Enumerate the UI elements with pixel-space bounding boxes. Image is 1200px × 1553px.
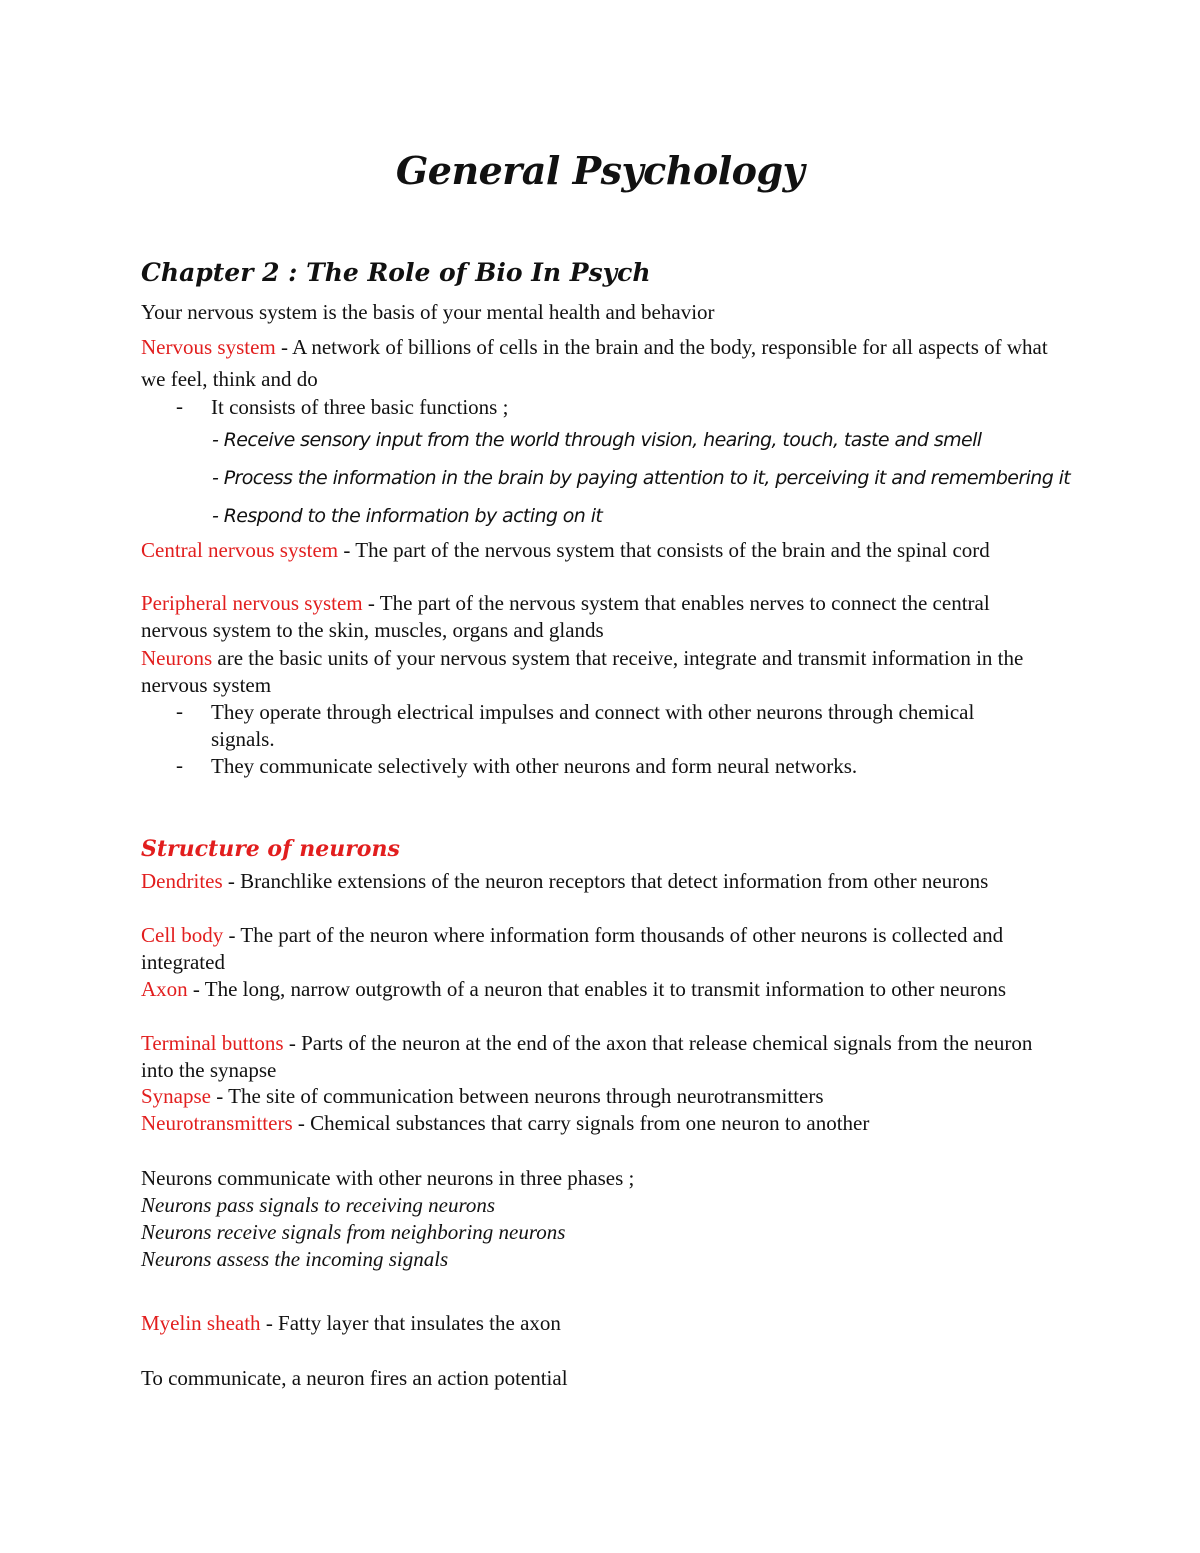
closing-text: To communicate, a neuron fires an action potential	[141, 1366, 568, 1390]
term-terminal-buttons: Terminal buttons	[141, 1031, 284, 1055]
term-central-nervous-system: Central nervous system	[141, 538, 339, 562]
definition-dendrites: - Branchlike extensions of the neuron receptors that detect information from other neurons	[222, 869, 989, 893]
neurons-definition	[141, 645, 1061, 699]
structure-cell-body	[141, 922, 1061, 976]
structure-axon	[141, 976, 1061, 1003]
term-nervous-system: Nervous system	[141, 335, 276, 359]
functions-bullet: It consists of three basic functions ;	[211, 395, 509, 419]
term-synapse: Synapse	[141, 1084, 211, 1108]
definition-cell-body: - The part of the neuron where information form thousands of other neurons is collected and integrated	[141, 923, 1004, 974]
phase-1: Neurons pass signals to receiving neurons	[141, 1193, 496, 1217]
phases-intro: Neurons communicate with other neurons in three phases ;	[141, 1166, 635, 1190]
definition-neurotransmitters: - Chemical substances that carry signals from one neuron to another	[292, 1111, 870, 1135]
bullet-dash: -	[176, 699, 183, 723]
chapter-heading: Chapter 2 : The Role of Bio In Psych	[141, 258, 651, 287]
definition-peripheral-nervous-system: - The part of the nervous system that enables nerves to connect the central nervous system to the skin, muscles, organs and glands	[141, 591, 990, 642]
phase-2: Neurons receive signals from neighboring neurons	[141, 1220, 566, 1244]
pns-definition	[141, 590, 1061, 644]
phase-3: Neurons assess the incoming signals	[141, 1247, 449, 1271]
bullet-dash: -	[176, 753, 183, 777]
nervous-system-definition	[141, 331, 1061, 395]
neurons-bullet-1: They operate through electrical impulses and connect with other neurons through chemical signals.	[211, 700, 975, 751]
term-neurotransmitters: Neurotransmitters	[141, 1111, 293, 1135]
page-title: General Psychology	[395, 148, 805, 193]
definition-nervous-system: - A network of billions of cells in the brain and the body, responsible for all aspects of what we feel, think and do	[141, 335, 1048, 391]
function-item-1: - Receive sensory input from the world through vision, hearing, touch, taste and smell	[212, 429, 982, 451]
definition-synapse: - The site of communication between neurons through neurotransmitters	[211, 1084, 824, 1108]
definition-terminal-buttons: - Parts of the neuron at the end of the axon that release chemical signals from the neuron into the synapse	[141, 1031, 1033, 1082]
definition-axon: - The long, narrow outgrowth of a neuron that enables it to transmit information to other neurons	[187, 977, 1007, 1001]
term-myelin-sheath: Myelin sheath	[141, 1311, 261, 1335]
definition-neurons: are the basic units of your nervous system that receive, integrate and transmit information in the nervous system	[141, 646, 1024, 697]
myelin-definition	[141, 1311, 561, 1336]
definition-myelin-sheath: - Fatty layer that insulates the axon	[260, 1311, 561, 1335]
neurons-bullet-2: They communicate selectively with other neurons and form neural networks.	[211, 754, 858, 778]
term-neurons: Neurons	[141, 646, 213, 670]
structure-terminal-buttons	[141, 1030, 1061, 1084]
term-cell-body: Cell body	[141, 923, 224, 947]
definition-central-nervous-system: - The part of the nervous system that consists of the brain and the spinal cord	[338, 538, 990, 562]
structure-neurotransmitters	[141, 1111, 869, 1136]
structure-synapse	[141, 1084, 824, 1109]
term-dendrites: Dendrites	[141, 869, 223, 893]
structure-dendrites	[141, 868, 1061, 895]
intro-text: Your nervous system is the basis of your mental health and behavior	[141, 300, 715, 324]
term-peripheral-nervous-system: Peripheral nervous system	[141, 591, 363, 615]
term-axon: Axon	[141, 977, 188, 1001]
cns-definition	[141, 537, 1061, 564]
function-item-3: - Respond to the information by acting on it	[212, 505, 603, 527]
function-item-2: - Process the information in the brain by paying attention to it, perceiving it and remembering it	[212, 467, 1071, 489]
structure-heading: Structure of neurons	[141, 836, 400, 862]
bullet-dash: -	[176, 394, 183, 418]
